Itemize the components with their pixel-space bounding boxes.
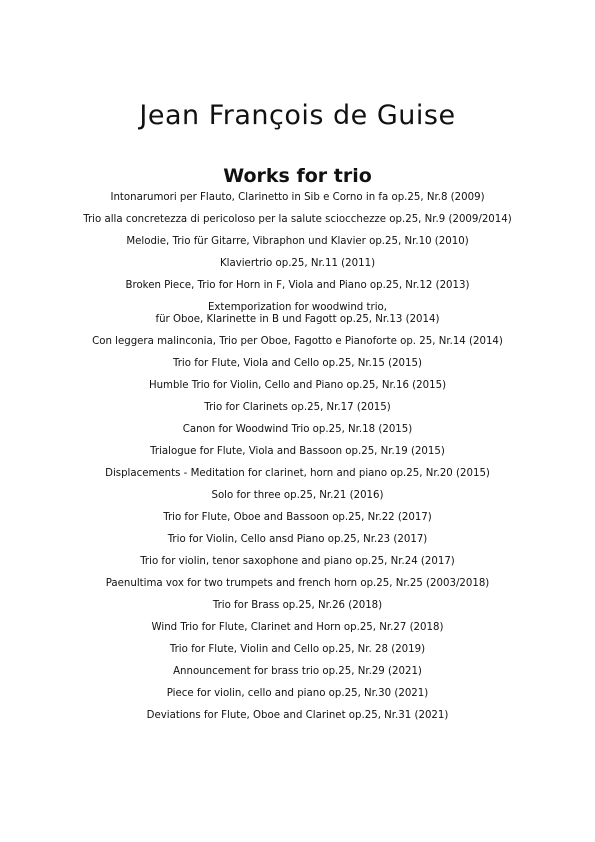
work-item: Trio for Flute, Violin and Cello op.25, Nr. 28 (2019) [169,644,426,655]
work-item: Announcement for brass trio op.25, Nr.29 (2021) [173,666,422,677]
work-item: Intonarumori per Flauto, Clarinetto in Sib e Corno in fa op.25, Nr.8 (2009) [110,192,485,203]
section-title: Works for trio [223,164,372,187]
work-item: Displacements - Meditation for clarinet, horn and piano op.25, Nr.20 (2015) [105,468,490,479]
work-item: Trio for Clarinets op.25, Nr.17 (2015) [204,402,391,413]
work-item: Humble Trio for Violin, Cello and Piano op.25, Nr.16 (2015) [148,380,447,391]
work-item: Wind Trio for Flute, Clarinet and Horn op.25, Nr.27 (2018) [151,622,444,633]
composer-name: Jean François de Guise [139,100,456,132]
work-item: Klaviertrio op.25, Nr.11 (2011) [219,258,376,269]
works-list [20,187,575,727]
work-item: Trialogue for Flute, Viola and Bassoon op.25, Nr.19 (2015) [150,446,445,457]
work-item: Piece for violin, cello and piano op.25, Nr.30 (2021) [166,688,429,699]
work-item: Melodie, Trio für Gitarre, Vibraphon und Klavier op.25, Nr.10 (2010) [126,236,469,247]
work-item: Trio for Flute, Viola and Cello op.25, Nr.15 (2015) [173,358,422,369]
work-item: Solo for three op.25, Nr.21 (2016) [211,490,384,501]
work-item: Trio for Violin, Cello ansd Piano op.25, Nr.23 (2017) [167,534,428,545]
work-item: Trio for Flute, Oboe and Bassoon op.25, Nr.22 (2017) [163,512,432,523]
work-item: Broken Piece, Trio for Horn in F, Viola and Piano op.25, Nr.12 (2013) [125,280,470,291]
work-item: Paenultima vox for two trumpets and french horn op.25, Nr.25 (2003/2018) [105,578,490,589]
work-item: Extemporization for woodwind trio, für Oboe, Klarinette in B und Fagott op.25, Nr.13 (2014) [155,302,440,325]
work-item: Canon for Woodwind Trio op.25, Nr.18 (2015) [182,424,413,435]
work-item: Trio alla concretezza di pericoloso per la salute sciocchezze op.25, Nr.9 (2009/2014) [83,214,512,225]
work-item: Con leggera malinconia, Trio per Oboe, Fagotto e Pianoforte op. 25, Nr.14 (2014) [92,336,503,347]
work-item: Trio for violin, tenor saxophone and piano op.25, Nr.24 (2017) [140,556,455,567]
work-item: Trio for Brass op.25, Nr.26 (2018) [212,600,383,611]
work-item: Deviations for Flute, Oboe and Clarinet op.25, Nr.31 (2021) [146,710,449,721]
